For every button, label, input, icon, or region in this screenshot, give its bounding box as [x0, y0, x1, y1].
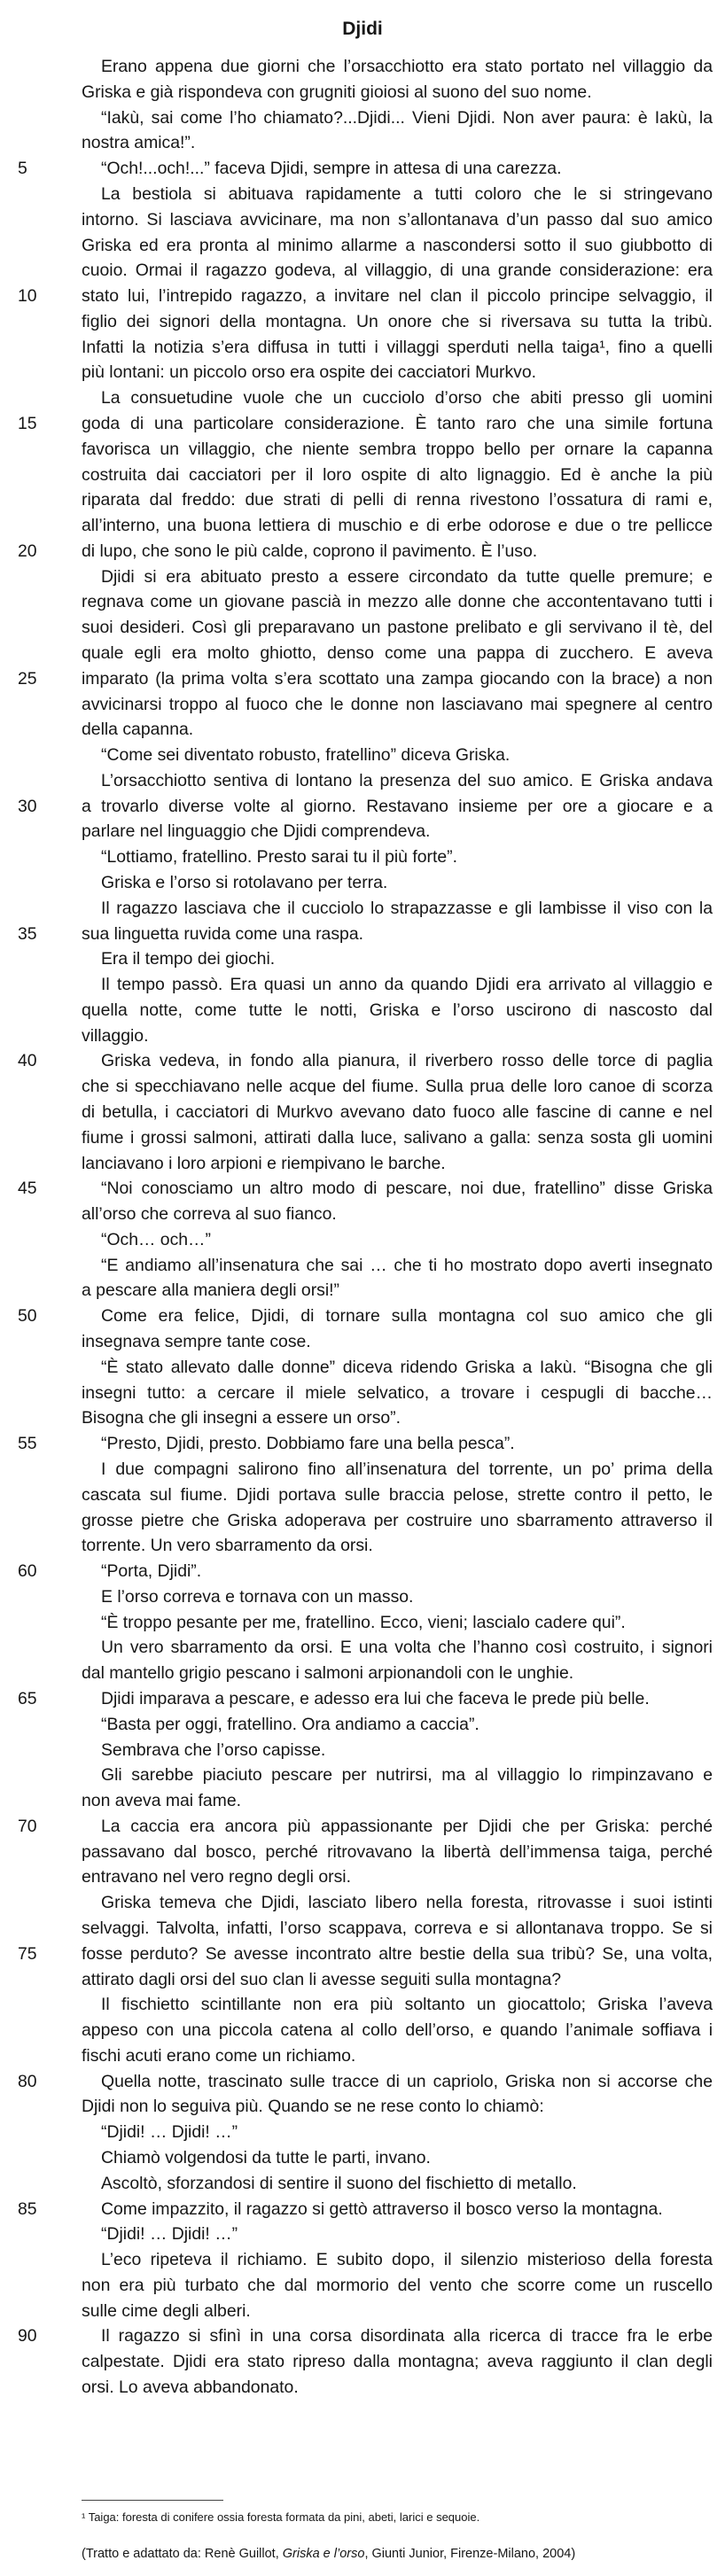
line-number: 35 [18, 923, 37, 944]
text-line: stato lui, l’intrepido ragazzo, a invitare nel clan il piccolo principe selvaggio, il [82, 286, 713, 306]
text-line: più lontani: un piccolo orso era ospite dei cacciatori Murkvo. [82, 362, 537, 383]
text-line: suoi desideri. Così gli preparavano un pastone prelibato e gli servivano il tè, del [82, 618, 713, 638]
text-line: Come impazzito, il ragazzo si gettò attraverso il bosco verso la montagna. [101, 2199, 663, 2219]
text-line: cuoio. Ormai il ragazzo godeva, al villaggio, di una grande considerazione: era [82, 261, 713, 281]
text-line: La consuetudine vuole che un cucciolo d’orso che abiti presso gli uomini [101, 388, 713, 409]
text-line: “Basta per oggi, fratellino. Ora andiamo a caccia”. [101, 1714, 479, 1734]
text-line: E l’orso correva e tornava con un masso. [101, 1586, 414, 1607]
text-line: torrente. Un vero sbarramento da orsi. [82, 1536, 373, 1556]
text-line: di lupo, che sono le più calde, coprono il pavimento. È l’uso. [82, 541, 538, 561]
text-line: calpestate. Djidi era stato ripreso dalla montagna; aveva raggiunto il clan degli [82, 2352, 713, 2372]
text-line: della capanna. [82, 720, 194, 740]
text-line: “E andiamo all’insenatura che sai … che ti ho mostrato dopo averti insegnato [101, 1255, 713, 1275]
text-line: figlio dei signori della montagna. Un onore che si riversava su tutta la tribù. [82, 311, 713, 331]
text-line: insegni tutto: a cercare il miele selvatico, a trovare i cespugli di bacche… [82, 1382, 713, 1403]
text-line: I due compagni salirono fino all’insenatura del torrente, un po’ prima della [101, 1459, 713, 1479]
source-suffix: , Giunti Junior, Firenze-Milano, 2004) [364, 2547, 576, 2561]
text-line: Come era felice, Djidi, di tornare sulla montagna col suo amico che gli [101, 1306, 713, 1327]
line-number: 15 [18, 413, 37, 433]
text-line: Griska e già rispondeva con grugniti gioiosi al suono del suo nome. [82, 82, 592, 102]
text-line: sua linguetta ruvida come una raspa. [82, 923, 363, 944]
text-line: L’orsacchiotto sentiva di lontano la presenza del suo amico. E Griska andava [101, 770, 713, 790]
text-line: Djidi si era abituato presto a essere circondato da tutte quelle premure; e [101, 566, 713, 587]
text-line: quella notte, come tutte le notti, Griska e l’orso uscirono di nascosto dal [82, 1000, 713, 1020]
text-line: Griska vedeva, in fondo alla pianura, il riverbero rosso delle torce di paglia [101, 1051, 713, 1071]
text-line: imparato (la prima volta s’era scottato una zampa giocando con la brace) a non [82, 668, 713, 689]
text-line: “Lottiamo, fratellino. Presto sarai tu il più forte”. [101, 847, 457, 868]
footnote: ¹ Taiga: foresta di conifere ossia foresta formata da pini, abeti, larici e sequoie. [82, 2510, 480, 2524]
text-line: “Och… och…” [101, 1229, 211, 1249]
line-number: 30 [18, 796, 37, 816]
line-number: 40 [18, 1051, 37, 1071]
text-line: dal mantello grigio pescano i salmoni arpionandoli con le unghie. [82, 1663, 574, 1684]
line-number: 45 [18, 1179, 37, 1199]
text-line: fiume i grossi salmoni, attirati dalla luce, salivano a galla: senza sosta gli uomini [82, 1127, 713, 1148]
text-line: Sembrava che l’orso capisse. [101, 1739, 326, 1760]
text-line: Il tempo passò. Era quasi un anno da quando Djidi era arrivato al villaggio e [101, 975, 713, 995]
text-line: Ascoltò, sforzandosi di sentire il suono del fischietto di metallo. [101, 2173, 577, 2193]
text-line: Chiamò volgendosi da tutte le parti, invano. [101, 2148, 431, 2167]
text-line: nostra amica!”. [82, 133, 196, 153]
text-line: di betulla, i cacciatori di Murkvo avevano dato fuoco alle fascine di canne e nel [82, 1102, 713, 1122]
text-line: costruita dai cacciatori per il loro ospite di alto lignaggio. Ed è anche la più [82, 464, 713, 485]
line-number: 55 [18, 1434, 37, 1454]
text-line: attirato dagli orsi del suo clan li avesse seguiti sulla montagna? [82, 1969, 562, 1989]
line-number: 25 [18, 668, 37, 689]
page-title: Djidi [342, 19, 383, 39]
line-number: 90 [18, 2326, 37, 2346]
text-line: Griska e l’orso si rotolavano per terra. [101, 873, 388, 892]
text-line: “Presto, Djidi, presto. Dobbiamo fare una bella pesca”. [101, 1434, 515, 1454]
text-line: “Och!...och!...” faceva Djidi, sempre in attesa di una carezza. [101, 159, 562, 179]
text-line: Bisogna che gli insegni a essere un orso”. [82, 1408, 401, 1428]
line-number: 50 [18, 1306, 37, 1327]
line-number: 20 [18, 541, 37, 561]
text-line: Erano appena due giorni che l’orsacchiotto era stato portato nel villaggio da [101, 57, 713, 76]
text-line: Il fischietto scintillante non era più soltanto un giocattolo; Griska l’aveva [101, 1995, 713, 2015]
text-line: intorno. Si lasciava avvicinare, ma non s’allontanava d’un passo dal suo amico [82, 209, 713, 230]
line-number: 85 [18, 2199, 37, 2219]
text-line: goda di una particolare considerazione. È tanto raro che una simile fortuna [82, 413, 713, 433]
line-number: 80 [18, 2071, 37, 2091]
text-line: L’eco ripeteva il richiamo. E subito dopo, il silenzio misterioso della foresta [101, 2250, 713, 2270]
source-citation [82, 2545, 575, 2563]
text-line: La bestiola si abituava rapidamente a tutti coloro che le si stringevano [101, 183, 713, 204]
text-line: orsi. Lo aveva abbandonato. [82, 2378, 299, 2397]
text-line: che si specchiavano nelle acque del fiume. Sulla prua delle loro canoe di scorza [82, 1077, 713, 1097]
text-line: “Iakù, sai come l’ho chiamato?...Djidi... Vieni Djidi. Non aver paura: è Iakù, la [101, 107, 713, 128]
text-line: all’orso che correva al suo fianco. [82, 1204, 337, 1225]
line-number: 70 [18, 1816, 37, 1836]
line-number: 5 [18, 159, 27, 179]
text-line: parlare nel linguaggio che Djidi comprendeva. [82, 821, 431, 842]
text-line: “È stato allevato dalle donne” diceva ridendo Griska a Iakù. “Bisogna che gli [101, 1357, 713, 1377]
text-line: fischi acuti erano come un richiamo. [82, 2045, 356, 2066]
text-line: favorisca un villaggio, che niente sembra troppo bello per ornare la capanna [82, 439, 713, 459]
text-line: “Djidi! … Djidi! …” [101, 2224, 238, 2245]
text-line: non aveva mai fame. [82, 1791, 241, 1810]
text-line: “Djidi! … Djidi! …” [101, 2122, 238, 2143]
text-line: passavano dal bosco, perché ritrovavano la libertà dell’immensa taiga, perché [82, 1841, 713, 1862]
line-number: 60 [18, 1561, 37, 1581]
text-line: Griska temeva che Djidi, lasciato libero nella foresta, ritrovasse i suoi istinti [101, 1893, 713, 1913]
text-line: sulle cime degli alberi. [82, 2300, 251, 2321]
text-line: selvaggi. Talvolta, infatti, l’orso scappava, correva e si allontanava troppo. Se si [82, 1918, 713, 1938]
text-line: Il ragazzo si sfinì in una corsa disordinata alla ricerca di tracce fra le erbe [101, 2326, 713, 2346]
text-line: avvicinarsi troppo al fuoco che le donne non lasciavano mai spegnere al centro [82, 694, 713, 714]
text-line: Gli sarebbe piaciuto pescare per nutrirsi, ma al villaggio lo rimpinzavano e [101, 1765, 713, 1786]
text-line: regnava come un giovane pascià in mezzo alle donne che accontentavano tutti i [82, 592, 713, 612]
text-line: “Porta, Djidi”. [101, 1561, 202, 1581]
text-line: insegnava sempre tante cose. [82, 1332, 311, 1351]
text-line: Il ragazzo lasciava che il cucciolo lo strapazzasse e gli lambisse il viso con la [101, 898, 713, 918]
text-line: La caccia era ancora più appassionante per Djidi che per Griska: perché [101, 1816, 713, 1836]
text-line: villaggio. [82, 1025, 149, 1046]
text-line: non era più turbato che dal mormorio del vento che scorre come un ruscello [82, 2275, 713, 2295]
text-line: “Noi conosciamo un altro modo di pescare, noi due, fratellino” disse Griska [101, 1179, 713, 1199]
text-line: Infatti la notizia s’era diffusa in tutti i villaggi sperduti nella taiga¹, fino a quelli [82, 337, 713, 357]
text-line: fosse perduto? Se avesse incontrato altre bestie della sua tribù? Se, una volta, [82, 1943, 713, 1964]
text-line: all’interno, una buona lettiera di muschio e di erbe odorose e due o tre pellicce [82, 516, 713, 535]
text-line: Un vero sbarramento da orsi. E una volta che l’hanno così costruito, i signori [101, 1638, 713, 1658]
text-line: “Come sei diventato robusto, fratellino” diceva Griska. [101, 745, 511, 766]
text-line: quale egli era molto ghiotto, denso come una pappa di zucchero. E aveva [82, 642, 713, 663]
text-line: a pescare alla maniera degli orsi!” [82, 1280, 340, 1301]
text-line: Era il tempo dei giochi. [101, 949, 276, 969]
source-book-title: Griska e l’orso [282, 2547, 365, 2561]
source-prefix: (Tratto e adattato da: Renè Guillot, [82, 2547, 283, 2561]
text-line: lanciavano i loro arpioni e riempivano le barche. [82, 1153, 446, 1173]
line-number: 65 [18, 1688, 37, 1708]
text-line: Djidi imparava a pescare, e adesso era lui che faceva le prede più belle. [101, 1688, 650, 1708]
text-line: entravano nel vero regno degli orsi. [82, 1867, 351, 1887]
text-line: riparata dal freddo: due strati di pelli di renna rivestono l’ossatura di rami e, [82, 490, 713, 510]
text-line: grosse pietre che Griska adoperava per costruire uno sbarramento attraverso il [82, 1510, 713, 1530]
text-line: appeso con una piccola catena al collo dell’orso, e quando l’animale soffiava i [82, 2020, 713, 2041]
line-number: 10 [18, 286, 37, 306]
footnote-divider [82, 2500, 223, 2501]
text-line: a trovarlo diverse volte al giorno. Restavano insieme per ore a giocare e a [82, 796, 713, 816]
text-line: “È troppo pesante per me, fratellino. Ecco, vieni; lascialo cadere qui”. [101, 1612, 626, 1632]
text-line: Griska ed era pronta al minimo allarme a nascondersi sotto il suo giubbotto di [82, 235, 713, 255]
text-line: Quella notte, trascinato sulle tracce di un capriolo, Griska non si accorse che [101, 2071, 713, 2091]
text-line: Djidi non lo seguiva più. Quando se ne rese conto lo chiamò: [82, 2097, 544, 2117]
line-number: 75 [18, 1943, 37, 1964]
text-line: cascata sul fiume. Djidi portava sulle braccia pelose, strette contro il petto, le [82, 1484, 713, 1505]
